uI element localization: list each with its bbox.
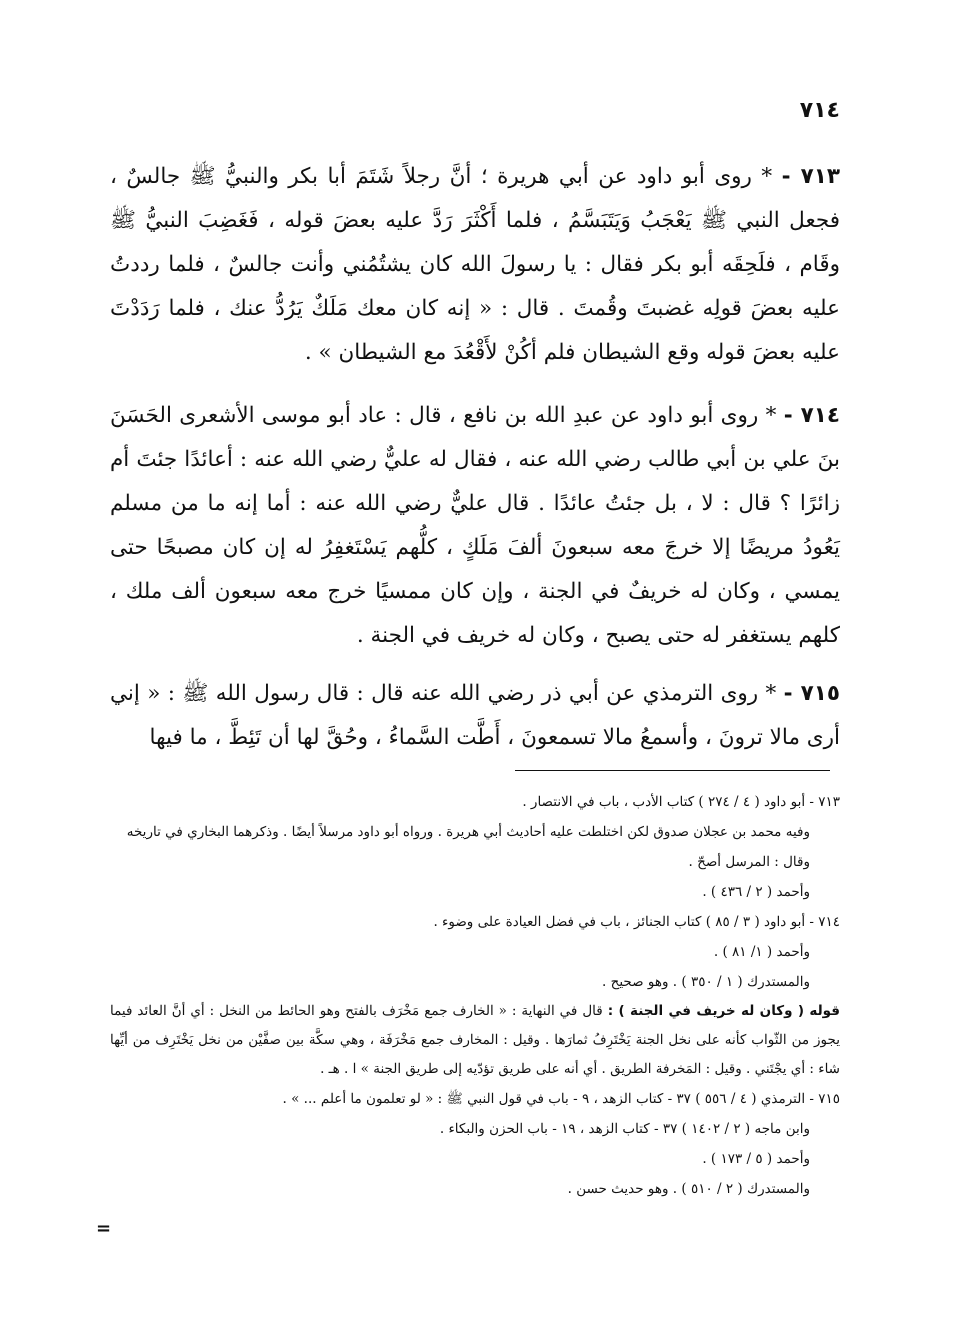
comment-lead: قوله ( وكان له خريف في الجنة ) : — [607, 1003, 840, 1019]
hadith-number: ٧١٤ - — [783, 403, 840, 428]
margin-mark: = — [96, 1218, 112, 1239]
footnote-divider — [515, 770, 830, 771]
footnote-713: ٧١٣ - أبو داود ( ٤ / ٢٧٤ ) كتاب الأدب ، باب في الانتصار . — [522, 794, 840, 810]
hadith-text: * روى أبو داود عن أبي هريرة ؛ أنَّ رجلاً شَتَمَ أبا بكر والنبيُّ ﷺ جالسٌ ، فجعل النبي ﷺ يَعْجَبُ وَيَتَبَسَّمُ ، فلما أَكْثَرَ رَدَّ عليه بعضَ قوله ، فَغَضِبَ النبيُّ ﷺ وقَام ، فلَحِقَه أبو بكر فقال : يا رسولَ الله كان يشتُمُني وأنت جالسٌ ، فلما رددتُ عليه بعضَ قولِه غضبتَ وقُمتَ . قال : « إنه كان معك مَلَكٌ يَرُدُّ عنك ، فلما رَدَدْتَ عليه بعضَ قوله وقع الشيطان فلم أكُنْ لأَقْعُدَ مع الشيطان » . — [110, 164, 840, 365]
page-number: ٧١٤ — [799, 98, 840, 123]
footnote-714-mustadrak: والمستدرك ( ١ / ٣٥٠ ) . وهو صحيح . — [602, 974, 810, 990]
hadith-text: * روى الترمذي عن أبي ذر رضي الله عنه قال : قال رسول الله ﷺ : « إني أرى مالا ترونَ ، وأسمعُ مالا تسمعونَ ، أَطَّت السَّماءُ ، وحُقَّ لها أن تَئِطَّ ، ما فيها — [110, 681, 840, 750]
footnote-715-mustadrak: والمستدرك ( ٢ / ٥١٠ ) . وهو حديث حسن . — [567, 1181, 810, 1197]
footnote-715: ٧١٥ - الترمذي ( ٤ / ٥٥٦ ) ٣٧ - كتاب الزهد ، ٩ - باب في قول النبي ﷺ : « لو تعلمون ما أعلم ... » . — [282, 1091, 840, 1107]
footnote-714-ahmad: وأحمد ( ١/ ٨١ ) . — [713, 944, 810, 960]
footnote-715-ahmad: وأحمد ( ٥ / ١٧٣ ) . — [702, 1151, 810, 1167]
comment-text: قال في النهاية : « الخارف جمع مَخْرَف بالفتح وهو الحائط من النخل : أي أنَّ العائد فيما يجوز من الثّواب كأنه على نخل الجنة يَخْتَرِفُ ثمارَها . وقيل : المخارف جمع مَخْرَفَة ، وهي سكَّة بين صفَّيْن من نخل يَخْتَرِف من أيِّها شاء : أي يجْتَني . وقيل : المَخرفة الطريق . أي أنه على طريق تؤدّيه إلى طريق الجنة » ا . هـ . — [110, 1003, 840, 1077]
footnote-713-note: وفيه محمد بن عجلان صدوق لكن اختلطت عليه أحاديث أبي هريرة . ورواه أبو داود مرسلاً أيضًا . وذكرهما البخاري في تاريخه وقال : المرسل أصحّ . — [126, 824, 810, 870]
hadith-714 — [110, 394, 840, 658]
hadith-number: ٧١٥ - — [783, 681, 840, 706]
hadith-715 — [110, 672, 840, 760]
footnote-comment — [110, 997, 840, 1084]
hadith-text: * روى أبو داود عن عبدِ الله بن نافع ، قال : عاد أبو موسى الأشعرى الحَسَنَ بنَ علي بن أبي طالب رضي الله عنه ، فقال له عليٌّ رضي الله عنه : أعائدًا جئتَ أم زائرًا ؟ قال : لا ، بل جئتُ عائدًا . قال عليٌّ رضي الله عنه : أما إنه ما من مسلم يَعُودُ مريضًا إلا خرجَ معه سبعونَ ألفَ مَلَكٍ ، كلُّهم يَسْتَغفِرُ له إن كان مصبحًا حتى يمسي ، وكان له خريفٌ في الجنة ، وإن كان ممسيًا خرج معه سبعون ألف ملك ، كلهم يستغفر له حتى يصبح ، وكان له خريف في الجنة . — [110, 403, 840, 648]
footnote-714: ٧١٤ - أبو داود ( ٣ / ٨٥ ) كتاب الجنائز ، باب في فضل العيادة على وضوء . — [433, 914, 840, 930]
footnote-713-ahmad: وأحمد ( ٢ / ٤٣٦ ) . — [702, 884, 810, 900]
footnote-715-ibn-majah: وابن ماجه ( ٢ / ١٤٠٢ ) ٣٧ - كتاب الزهد ، ١٩ - باب الحزن والبكاء . — [439, 1121, 810, 1137]
hadith-number: ٧١٣ - — [781, 164, 840, 189]
footnotes — [110, 787, 840, 1204]
hadith-713 — [110, 155, 840, 375]
